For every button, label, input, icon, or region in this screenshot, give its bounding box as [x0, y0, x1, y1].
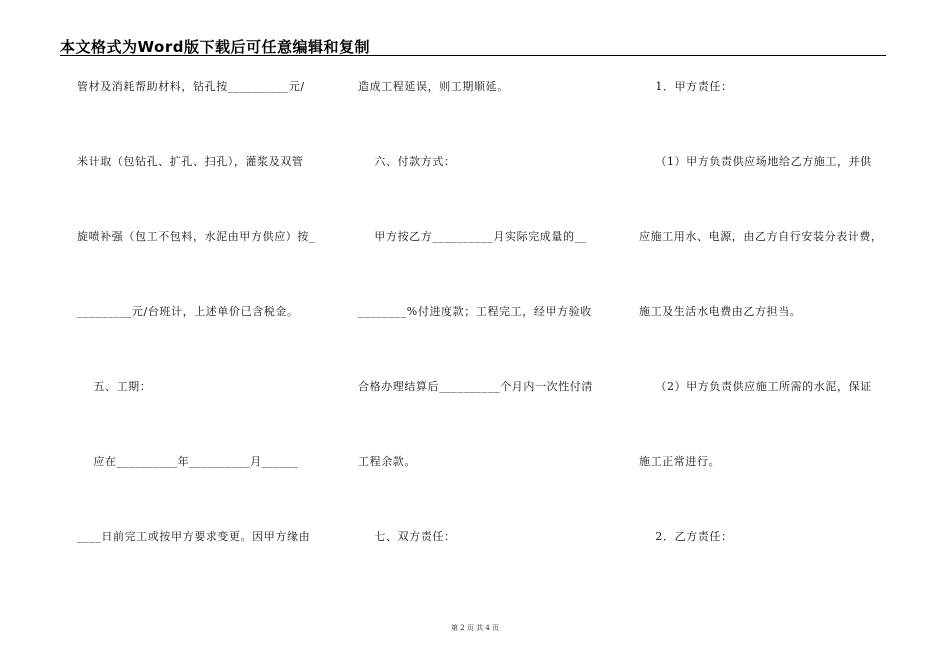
- text-line: 旋喷补强（包工不包料，水泥由甲方供应）按_: [77, 230, 316, 243]
- text-line: 应在__________年__________月______: [77, 455, 299, 468]
- section-heading: 五、工期：: [77, 380, 152, 393]
- text-line: （1）甲方负责供应场地给乙方施工，并供: [639, 155, 872, 168]
- text-line: 管材及消耗帮助材料，钻孔按__________元/: [77, 80, 305, 93]
- text-column-2: [358, 80, 618, 605]
- text-column-1: [77, 80, 337, 605]
- section-heading: 六、付款方式：: [358, 155, 456, 168]
- text-line: _________元/台班计，上述单价已含税金。: [77, 305, 299, 318]
- text-line: 造成工程延误，则工期顺延。: [358, 80, 509, 93]
- text-line: ________%付进度款；工程完工，经甲方验收: [358, 305, 592, 318]
- subsection-heading: 1．甲方责任：: [639, 80, 733, 93]
- text-line: 工程余款。: [358, 455, 416, 468]
- page-number: 第 2 页 共 4 页: [450, 624, 500, 632]
- text-column-3: [639, 80, 889, 605]
- text-line: 施工正常进行。: [639, 455, 721, 468]
- text-line: （2）甲方负责供应施工所需的水泥，保证: [639, 380, 872, 393]
- text-line: ____日前完工或按甲方要求变更。因甲方缘由: [77, 530, 311, 543]
- text-line: 甲方按乙方__________月实际完成量的__: [358, 230, 587, 243]
- subsection-heading: 2．乙方责任：: [639, 530, 733, 543]
- document-header-title: 本文格式为Word版下载后可任意编辑和复制: [60, 38, 370, 56]
- text-line: 米计取（包钻孔、扩孔、扫孔），灌浆及双管: [77, 155, 304, 168]
- header-divider: [60, 55, 886, 56]
- text-line: 应施工用水、电源，由乙方自行安装分表计费，: [639, 230, 883, 243]
- text-line: 施工及生活水电费由乙方担当。: [639, 305, 802, 318]
- text-line: 合格办理结算后__________个月内一次性付清: [358, 380, 593, 393]
- section-heading: 七、双方责任：: [358, 530, 456, 543]
